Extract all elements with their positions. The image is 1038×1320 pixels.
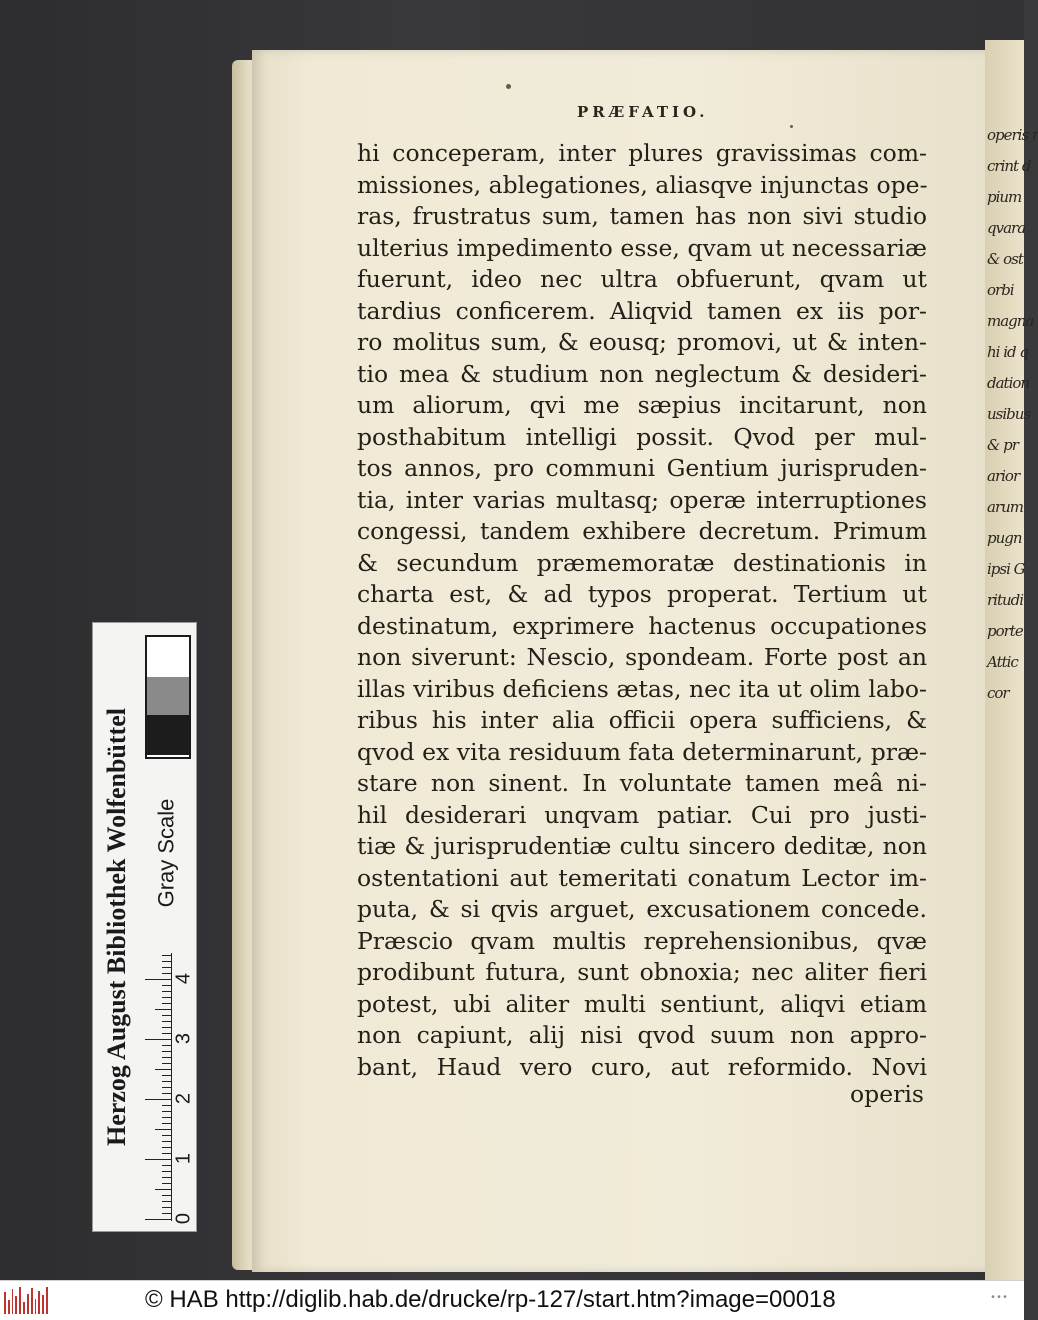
facing-page-fragment: crint d [987, 157, 1031, 175]
scale-tick [162, 1045, 171, 1046]
facing-page-fragment: dation [987, 374, 1030, 392]
text-line: ulterius impedimento esse, qvam ut necessariæ [357, 233, 927, 262]
ink-spot [790, 125, 793, 128]
facing-page-fragment: cor [987, 684, 1009, 702]
scale-tick [162, 1213, 171, 1214]
library-name [93, 623, 141, 1231]
scale-tick [162, 973, 171, 974]
scale-tick [145, 979, 171, 980]
facing-page-fragment: orbi [987, 281, 1014, 299]
scale-tick [145, 1099, 171, 1100]
scale-tick [162, 1207, 171, 1208]
page-body-text [357, 138, 927, 1083]
scale-tick [162, 1153, 171, 1154]
scale-tick [162, 1183, 171, 1184]
running-header: PRÆFATIO. [577, 103, 709, 121]
scale-tick [162, 1003, 171, 1004]
text-line: puta, & si qvis arguet, excusationem concede. [357, 895, 927, 923]
text-line: potest, ubi aliter multi sentiunt, aliqvi etiam [357, 989, 927, 1018]
scale-tick [162, 1111, 171, 1112]
scale-tick [162, 1087, 171, 1088]
scale-tick [162, 1135, 171, 1136]
scale-tick [155, 1009, 171, 1010]
text-line: non siverunt: Nescio, spondeam. Forte post an [357, 643, 927, 671]
gray-scale-text: Gray Scale [153, 798, 179, 908]
scale-number: 2 [172, 1092, 195, 1105]
gray-scale-ruler [92, 622, 197, 1232]
text-line: & secundum præmemoratæ destinationis in [357, 548, 927, 577]
scale-number: 0 [172, 1212, 195, 1225]
text-line: missiones, ablegationes, aliasqve injunctas ope- [357, 170, 928, 199]
text-line: ras, frustratus sum, tamen has non sivi studio [357, 202, 927, 230]
footer-dots-icon: ••• [989, 1293, 1008, 1304]
text-line: qvod ex vita residuum fata determinarunt, præ- [357, 737, 927, 766]
scale-tick [162, 1021, 171, 1022]
scale-tick [162, 1141, 171, 1142]
facing-page-edge [985, 40, 1038, 1280]
scale-tick [162, 967, 171, 968]
text-line: congessi, tandem exhibere decretum. Primum [357, 517, 927, 545]
facing-page-fragment: pugn [987, 529, 1022, 547]
scale-tick [155, 1189, 171, 1190]
scale-tick [162, 1147, 171, 1148]
scale-tick [162, 1015, 171, 1016]
scale-tick [162, 1105, 171, 1106]
catchword: operis [850, 1080, 924, 1108]
facing-page-fragment: arior [987, 467, 1020, 485]
facing-page-fragment: usibus [987, 405, 1031, 423]
facing-page-fragment: arum [987, 498, 1023, 516]
scale-tick [162, 1201, 171, 1202]
scale-number: 3 [172, 1032, 195, 1045]
scale-tick [162, 1171, 171, 1172]
facing-page-text [987, 120, 1038, 709]
scale-tick [162, 1027, 171, 1028]
footer-bar [0, 1280, 1024, 1320]
text-line: ribus his inter alia officii opera sufficiens, & [357, 706, 927, 734]
facing-page-fragment: hi id q [987, 343, 1028, 361]
text-line: charta est, & ad typos properat. Tertium ut [357, 580, 927, 608]
text-line: ro molitus sum, & eousq; promovi, ut & inten- [357, 328, 927, 356]
scale-tick [162, 1177, 171, 1178]
text-line: destinatum, exprimere hactenus occupationes [357, 611, 927, 640]
scale-number: 1 [172, 1152, 195, 1165]
swatch-white [147, 637, 189, 677]
scale-tick [162, 1093, 171, 1094]
gray-scale-label [145, 773, 187, 933]
text-line: hil desiderari unqvam patiar. Cui pro justi- [357, 800, 927, 829]
facing-page-fragment: & pr [987, 436, 1018, 454]
text-line: Præscio qvam multis reprehensionibus, qvæ [357, 926, 927, 955]
scale-tick [162, 1033, 171, 1034]
scale-tick [145, 1159, 171, 1160]
scale-tick [162, 1051, 171, 1052]
swatch-gray [147, 677, 189, 717]
text-line: um aliorum, qvi me sæpius incitarunt, non [357, 391, 927, 419]
facing-page-fragment: Attic [987, 653, 1018, 671]
scale-tick [162, 961, 171, 962]
cm-scale [145, 953, 172, 1221]
text-line: stare non sinent. In voluntate tamen meâ ni- [357, 769, 927, 797]
facing-page-fragment: ipsi G [987, 560, 1025, 578]
scale-tick [162, 985, 171, 986]
text-line: fuerunt, ideo nec ultra obfuerunt, qvam ut [357, 265, 927, 293]
scale-tick [162, 1123, 171, 1124]
scale-tick [162, 1081, 171, 1082]
text-line: illas viribus deficiens ætas, nec ita ut olim labo- [357, 674, 927, 703]
facing-page-fragment: operis r [987, 126, 1038, 144]
hab-barcode-logo-icon [4, 1287, 48, 1314]
facing-page-fragment: porte [987, 622, 1023, 640]
citation-text: © HAB http://diglib.hab.de/drucke/rp-127/start.htm?image=00018 [145, 1286, 836, 1313]
facing-page-fragment: qvara [987, 219, 1026, 237]
text-line: prodibunt futura, sunt obnoxia; nec aliter fieri [357, 958, 927, 986]
text-line: tio mea & studium non neglectum & desideri- [357, 359, 927, 388]
facing-page-fragment: magna [987, 312, 1034, 330]
ink-spot [506, 84, 511, 89]
scale-tick [162, 1075, 171, 1076]
scale-tick [162, 1195, 171, 1196]
scale-tick [162, 991, 171, 992]
text-line: posthabitum intelligi possit. Qvod per mul- [357, 422, 927, 451]
scale-tick [162, 1165, 171, 1166]
scale-tick [162, 1117, 171, 1118]
text-line: tiæ & jurisprudentiæ cultu sincero deditæ, non [357, 832, 927, 860]
facing-page-fragment: pium [987, 188, 1022, 206]
scale-tick [162, 1057, 171, 1058]
text-line: tardius conficerem. Aliqvid tamen ex iis por- [357, 296, 927, 325]
scale-tick [145, 1219, 171, 1220]
scale-number: 4 [172, 972, 195, 985]
swatch-black [147, 715, 189, 755]
text-line: tos annos, pro communi Gentium jurispruden- [357, 454, 927, 482]
facing-page-fragment: ritudi [987, 591, 1024, 609]
scale-tick [155, 1069, 171, 1070]
facing-page-fragment: & ost [987, 250, 1023, 268]
library-name-label: Herzog August Bibliothek Wolfenbüttel [102, 708, 132, 1146]
gray-swatches [145, 635, 191, 759]
scale-tick [155, 1129, 171, 1130]
scale-tick [162, 955, 171, 956]
text-line: hi conceperam, inter plures gravissimas com- [357, 139, 927, 167]
scale-tick [162, 1063, 171, 1064]
text-line: ostentationi aut temeritati conatum Lector im- [357, 863, 927, 892]
scale-tick [145, 1039, 171, 1040]
text-line: bant, Haud vero curo, aut reformido. Novi [357, 1052, 927, 1081]
scale-tick [162, 997, 171, 998]
text-line: non capiunt, alij nisi qvod suum non appro- [357, 1021, 927, 1049]
text-line: tia, inter varias multasq; operæ interruptiones [357, 485, 927, 514]
